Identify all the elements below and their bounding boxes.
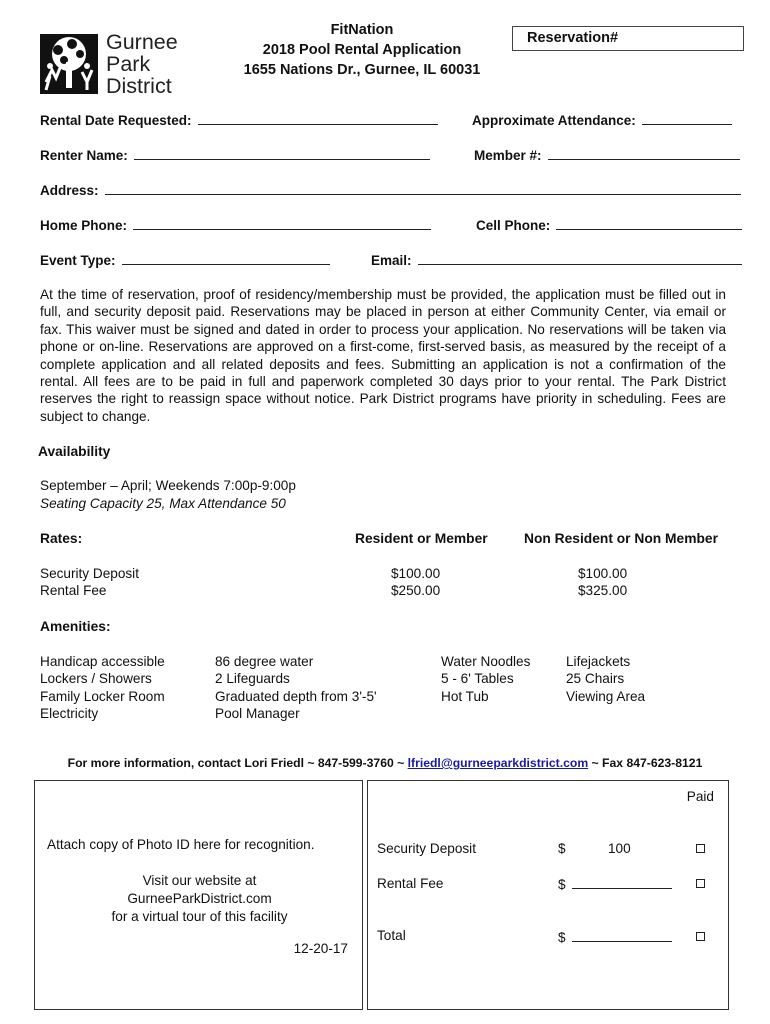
logo-line-district: District (106, 74, 172, 98)
amenity-item: 5 - 6' Tables (441, 671, 514, 687)
payment-row-currency-wrap (558, 929, 672, 945)
payment-row-currency: $ (558, 877, 566, 892)
amenities-heading: Amenities: (40, 619, 111, 634)
amenities-column-2 (215, 653, 377, 723)
address-label: Address: (40, 183, 99, 198)
rate-row-resident: $100.00 (391, 566, 441, 581)
contact-suffix: ~ Fax 847-623-8121 (588, 756, 703, 770)
rental-date-field[interactable] (40, 112, 438, 128)
payment-row-label: Security Deposit (377, 841, 476, 856)
amenity-item: 86 degree water (215, 654, 314, 669)
payment-row-label: Rental Fee (377, 876, 444, 891)
rate-row-nonresident: $100.00 (578, 566, 628, 581)
paid-checkbox-deposit[interactable] (696, 844, 705, 853)
photo-id-text: Attach copy of Photo ID here for recognition. (47, 837, 315, 852)
paid-checkbox-rental-fee[interactable] (696, 879, 705, 888)
rental-date-label: Rental Date Requested: (40, 113, 192, 128)
event-type-label: Event Type: (40, 253, 116, 268)
availability-capacity: Seating Capacity 25, Max Attendance 50 (40, 496, 286, 511)
amenities-column-1 (40, 653, 165, 723)
logo-line-park: Park (106, 52, 151, 76)
payment-row-label: Total (377, 928, 406, 943)
event-type-field[interactable] (40, 252, 330, 268)
renter-name-label: Renter Name: (40, 148, 128, 163)
member-number-field[interactable] (474, 147, 740, 163)
amenity-item: Handicap accessible (40, 654, 165, 669)
header-subtitle: 2018 Pool Rental Application (262, 42, 462, 58)
member-number-line[interactable] (548, 147, 740, 160)
website-info (35, 872, 364, 926)
renter-name-line[interactable] (134, 147, 430, 160)
home-phone-label: Home Phone: (40, 218, 128, 233)
contact-email-link[interactable]: lfriedl@gurneeparkdistrict.com (407, 756, 589, 770)
rate-row-resident: $250.00 (391, 583, 441, 598)
amenity-item: Viewing Area (566, 688, 646, 704)
rates-col-resident: Resident or Member (355, 531, 488, 546)
amenity-item: 2 Lifeguards (215, 671, 290, 687)
reservation-number-box[interactable] (512, 26, 744, 51)
header-title: FitNation (330, 22, 394, 38)
attendance-label: Approximate Attendance: (472, 113, 636, 128)
form-date: 12-20-17 (293, 941, 348, 956)
amenity-item: Water Noodles (441, 654, 531, 669)
payment-row-currency: $ (558, 841, 566, 856)
amenity-item: Electricity (40, 706, 99, 722)
availability-schedule: September – April; Weekends 7:00p-9:00p (40, 478, 296, 493)
attendance-line[interactable] (642, 112, 732, 125)
rate-row-label: Rental Fee (40, 583, 107, 598)
home-phone-field[interactable] (40, 217, 431, 233)
header-address: 1655 Nations Dr., Gurnee, IL 60031 (243, 62, 481, 78)
website-line-3: for a virtual tour of this facility (111, 909, 288, 924)
amenities-column-3 (441, 653, 530, 705)
website-line-2: GurneeParkDistrict.com (127, 891, 272, 906)
rental-fee-amount-line[interactable] (572, 876, 672, 889)
amenity-item: 25 Chairs (566, 671, 625, 687)
photo-id-box (34, 780, 363, 1010)
website-line-1: Visit our website at (142, 873, 257, 888)
renter-name-field[interactable] (40, 147, 430, 163)
address-field[interactable] (40, 182, 741, 198)
contact-prefix: For more information, contact Lori Friedl ~ 847-599-3760 ~ (67, 756, 408, 770)
amenity-item: Pool Manager (215, 706, 300, 722)
payment-box (367, 780, 729, 1010)
policy-paragraph: At the time of reservation, proof of residency/membership must be provided, the application must be filled out in full, and security deposit paid. Reservations may be placed in person at either Community Center, via email or fax. This waiver must be signed and dated in order to process your application. No reservations will be taken via phone or on-line. Reservations are approved on a first-come, first-served basis, as measured by the receipt of a complete application and all related deposits and fees. Submitting an application is not a confirmation of the rental. All fees are to be paid in full and paperwork completed 30 days prior to your rental. The Park District reserves the right to reassign space without notice. Park District programs have priority in scheduling. Fees are subject to change. (40, 287, 726, 424)
logo-text (106, 31, 178, 97)
amenity-item: Family Locker Room (40, 688, 165, 704)
logo-line-gurnee: Gurnee (106, 30, 178, 54)
email-field[interactable] (371, 252, 742, 268)
payment-row-amount: 100 (608, 841, 631, 856)
home-phone-line[interactable] (133, 217, 431, 230)
rate-row-nonresident: $325.00 (578, 583, 628, 598)
cell-phone-label: Cell Phone: (476, 218, 551, 233)
availability-heading: Availability (38, 444, 111, 459)
reservation-label: Reservation# (527, 30, 619, 46)
paid-label: Paid (686, 789, 714, 804)
payment-row-currency-wrap (558, 876, 672, 892)
contact-line (40, 756, 730, 770)
cell-phone-line[interactable] (556, 217, 742, 230)
total-amount-line[interactable] (572, 929, 672, 942)
amenity-item: Graduated depth from 3'-5' (215, 688, 377, 704)
rates-heading: Rates: (40, 531, 83, 546)
email-line[interactable] (418, 252, 742, 265)
amenity-item: Lockers / Showers (40, 671, 152, 687)
paid-checkbox-total[interactable] (696, 932, 705, 941)
rates-col-nonresident: Non Resident or Non Member (524, 531, 718, 546)
payment-row-currency: $ (558, 930, 566, 945)
attendance-field[interactable] (472, 112, 732, 128)
rental-date-line[interactable] (198, 112, 438, 125)
address-line[interactable] (105, 182, 741, 195)
member-number-label: Member #: (474, 148, 542, 163)
cell-phone-field[interactable] (476, 217, 742, 233)
amenities-column-4 (566, 653, 645, 705)
amenity-item: Hot Tub (441, 688, 489, 704)
event-type-line[interactable] (122, 252, 330, 265)
header-title-block (232, 20, 492, 80)
email-label: Email: (371, 253, 412, 268)
amenity-item: Lifejackets (566, 654, 631, 669)
rate-row-label: Security Deposit (40, 566, 139, 581)
